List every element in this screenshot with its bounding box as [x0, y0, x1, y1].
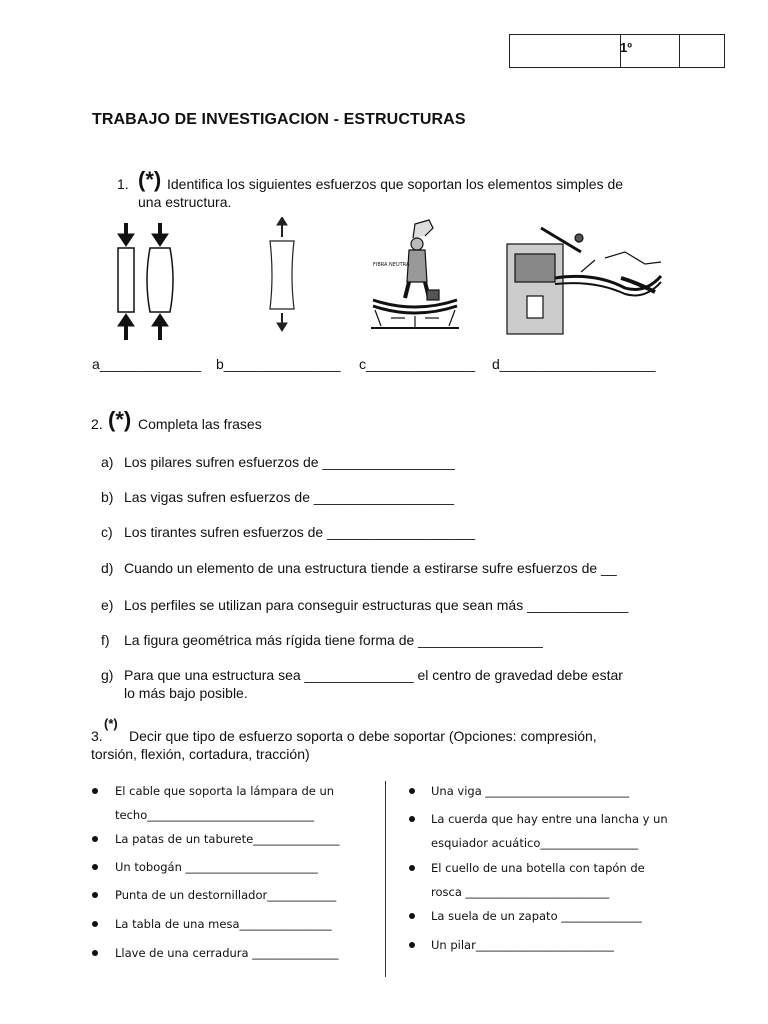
answer-a[interactable]: a_____________ [92, 356, 202, 372]
q3-right-item-5: Un pilar________________________ [431, 938, 614, 952]
bullet [409, 865, 415, 871]
q2-item-a: Los pilares sufren esfuerzos de _________________ [124, 454, 455, 470]
bullet [409, 788, 415, 794]
q3-text: Decir que tipo de esfuerzo soporta o debe soportar (Opciones: compresión, [129, 728, 597, 744]
q2-letter-d: d) [101, 560, 114, 576]
q2-letter-b: b) [101, 489, 114, 505]
q3-left-item-1: El cable que soporta la lámpara de un [115, 784, 335, 798]
q2-item-g-line2: lo más bajo posible. [124, 685, 248, 701]
q3-left-item-2: La patas de un taburete_______________ [115, 832, 340, 846]
q3-left-item-4: Punta de un destornillador____________ [115, 888, 337, 902]
column-divider [385, 781, 386, 977]
figure-b-traction [262, 217, 302, 333]
bullet [92, 864, 98, 870]
q2-letter-c: c) [101, 524, 113, 540]
q1-number: 1. [117, 176, 129, 192]
q3-right-item-2: La cuerda que hay entre una lancha y un [431, 812, 668, 826]
q2-item-d: Cuando un elemento de una estructura tiende a estirarse sufre esfuerzos de __ [124, 560, 617, 576]
bullet [409, 942, 415, 948]
q2-text: Completa las frases [138, 416, 262, 432]
figure-a-compression [100, 220, 180, 345]
page-title: TRABAJO DE INVESTIGACION - ESTRUCTURAS [92, 111, 466, 128]
q1-text: Identifica los siguientes esfuerzos que soportan los elementos simples de [167, 176, 624, 192]
figure-c-label: FIBRA NEUTRA [373, 262, 410, 268]
q3-right-item-4: La suela de un zapato ______________ [431, 909, 642, 923]
q3-right-item-3: El cuello de una botella con tapón de [431, 861, 645, 875]
q2-letter-f: f) [101, 632, 110, 648]
q2-item-g: Para que una estructura sea ______________ el centro de gravedad debe estar [124, 667, 623, 683]
q3-left-item-5: La tabla de una mesa________________ [115, 917, 332, 931]
q2-item-f: La figura geométrica más rígida tiene forma de ________________ [124, 632, 543, 648]
q3-left-item-1-line2: techo_____________________________ [115, 808, 314, 822]
q3-right-item-2-line2: esquiador acuático_________________ [431, 836, 639, 850]
bullet [92, 950, 98, 956]
q3-right-item-3-line2: rosca _________________________ [431, 885, 610, 899]
q2-letter-a: a) [101, 454, 114, 470]
q1-text-line2: una estructura. [138, 194, 232, 210]
bullet [92, 836, 98, 842]
grade-label: 1º [620, 40, 632, 55]
answer-c[interactable]: c______________ [359, 356, 476, 372]
q3-left-item-3: Un tobogán _______________________ [115, 860, 318, 874]
q3-star: (*) [104, 716, 118, 731]
bullet [92, 921, 98, 927]
q3-left-item-6: Llave de una cerradura _______________ [115, 946, 339, 960]
header-table [509, 34, 725, 68]
q2-item-b: Las vigas sufren esfuerzos de __________________ [124, 489, 455, 505]
q2-letter-e: e) [101, 597, 114, 613]
q1-star: (*) [138, 167, 162, 192]
answer-d[interactable]: d____________________ [492, 356, 656, 372]
answer-b[interactable]: b_______________ [216, 356, 341, 372]
q2-item-c: Los tirantes sufren esfuerzos de ___________________ [124, 524, 476, 540]
q3-right-item-1: Una viga _________________________ [431, 784, 630, 798]
bullet [409, 816, 415, 822]
bullet [92, 788, 98, 794]
q3-text-line2: torsión, flexión, cortadura, tracción) [91, 746, 310, 762]
figure-d-torsion [505, 222, 663, 336]
q2-number: 2. [91, 416, 103, 432]
header-divider [679, 35, 680, 67]
q2-item-e: Los perfiles se utilizan para conseguir estructuras que sean más _____________ [124, 597, 629, 613]
bullet [92, 892, 98, 898]
figure-c-bending [365, 216, 465, 334]
q2-star: (*) [108, 407, 132, 432]
bullet [409, 913, 415, 919]
q3-number: 3. [91, 728, 103, 744]
q2-letter-g: g) [101, 667, 114, 683]
